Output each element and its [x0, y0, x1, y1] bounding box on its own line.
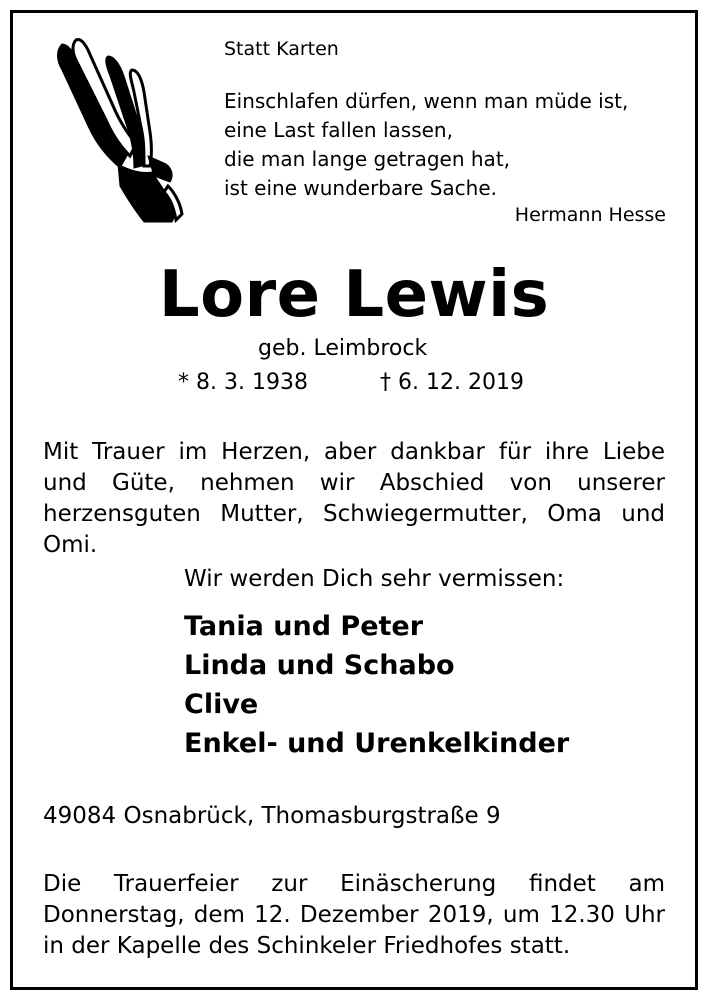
quote-line: die man lange getragen hat,	[224, 147, 511, 171]
quote-author: Hermann Hesse	[514, 204, 666, 226]
death-date: † 6. 12. 2019	[380, 370, 524, 395]
statt-karten-text: Statt Karten	[224, 38, 339, 60]
condolence-message	[43, 437, 665, 561]
message-line: Omi.	[43, 532, 98, 558]
family-member: Clive	[184, 689, 259, 720]
quote-line: ist eine wunderbare Sache.	[224, 176, 497, 200]
ceremony-line: Die Trauerfeier zur Einäscherung findet am	[43, 871, 665, 897]
message-line: herzensguten Mutter, Schwiegermutter, Oma und	[43, 501, 665, 527]
family-member: Tania und Peter	[184, 611, 424, 642]
address: 49084 Osnabrück, Thomasburgstraße 9	[43, 803, 501, 829]
quote-line: Einschlafen dürfen, wenn man müde ist,	[224, 89, 629, 113]
birth-name: geb. Leimbrock	[258, 336, 428, 361]
birth-date: * 8. 3. 1938	[178, 370, 308, 395]
message-line: Mit Trauer im Herzen, aber dankbar für ihre Liebe	[43, 439, 665, 465]
ceremony-info	[43, 869, 665, 962]
ceremony-line: in der Kapelle des Schinkeler Friedhofes statt.	[43, 933, 571, 959]
quote-line: eine Last fallen lassen,	[224, 118, 453, 142]
deceased-name: Lore Lewis	[158, 258, 550, 332]
family-member: Linda und Schabo	[184, 650, 455, 681]
ceremony-line: Donnerstag, dem 12. Dezember 2019, um 12.30 Uhr	[43, 902, 665, 928]
family-member: Enkel- und Urenkelkinder	[184, 728, 570, 759]
praying-hands-icon	[48, 36, 188, 226]
message-line: und Güte, nehmen wir Abschied von unserer	[43, 470, 665, 496]
miss-you-text: Wir werden Dich sehr vermissen:	[184, 566, 565, 592]
